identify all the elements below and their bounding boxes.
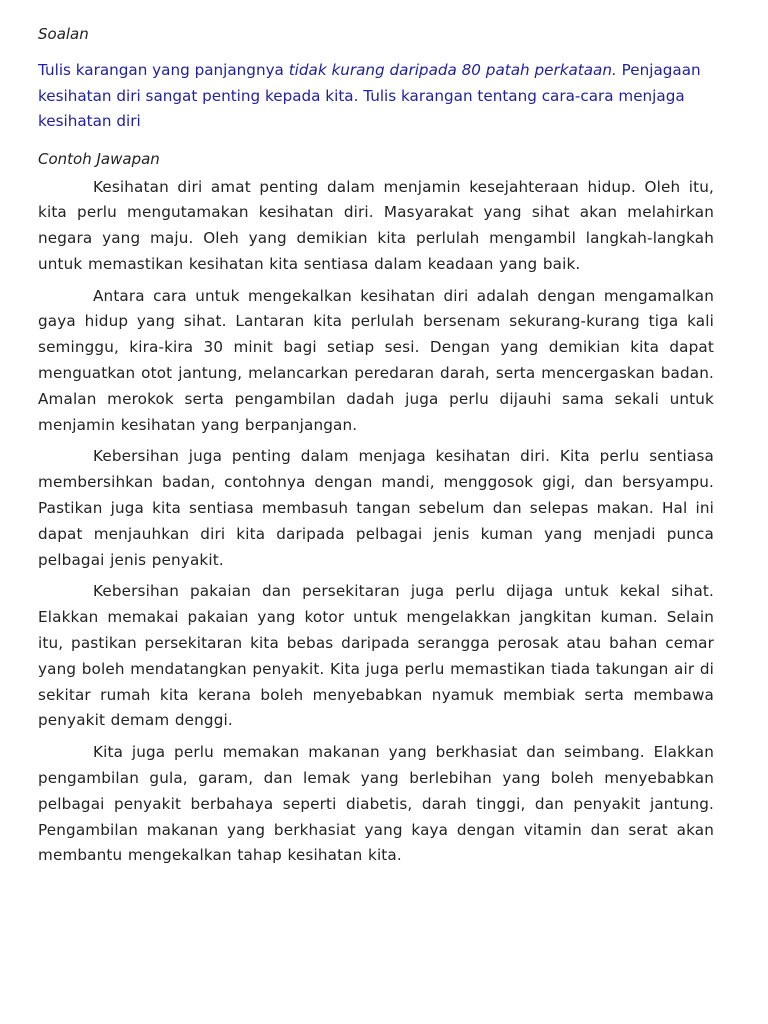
question-part-1: Tulis karangan yang panjangnya xyxy=(38,61,289,79)
question-part-2: Penjagaan kesihatan diri sangat penting kepada kita. Tulis karangan tentang cara-cara menjaga kesihatan diri xyxy=(38,61,701,130)
question-emphasis: tidak kurang daripada 80 patah perkataan. xyxy=(288,61,617,79)
answer-paragraph-1: Kesihatan diri amat penting dalam menjamin kesejahteraan hidup. Oleh itu, kita perlu mengutamakan kesihatan diri. Masyarakat yang sihat akan melahirkan negara yang maju. Oleh yang demikian kita perlulah mengambil langkah-langkah untuk memastikan kesihatan kita sentiasa dalam keadaan yang baik. xyxy=(38,177,714,273)
answer-paragraph-3: Kebersihan juga penting dalam menjaga kesihatan diri. Kita perlu sentiasa membersihkan badan, contohnya dengan mandi, menggosok gigi, dan bersyampu. Pastikan juga kita sentiasa membasuh tangan sebelum dan selepas makan. Hal ini dapat menjauhkan diri kita daripada pelbagai jenis kuman yang menjadi punca pelbagai jenis penyakit. xyxy=(38,447,714,569)
answer-paragraph-2: Antara cara untuk mengekalkan kesihatan diri adalah dengan mengamalkan gaya hidup yang sihat. Lantaran kita perlulah bersenam sekurang-kurang tiga kali seminggu, kira-kira 30 minit bagi setiap sesi. Dengan yang demikian kita dapat menguatkan otot jantung, melancarkan peredaran darah, serta mencergaskan badan. Amalan merokok serta pengambilan dadah juga perlu dijauhi sama sekali untuk menjamin kesihatan yang berpanjangan. xyxy=(38,286,714,434)
document-page xyxy=(38,24,714,875)
question-label: Soalan xyxy=(38,25,89,43)
answer-paragraph-5: Kita juga perlu memakan makanan yang berkhasiat dan seimbang. Elakkan pengambilan gula, garam, dan lemak yang berlebihan yang boleh menyebabkan pelbagai penyakit berbahaya seperti diabetis, darah tinggi, dan penyakit jantung. Pengambilan makanan yang berkhasiat yang kaya dengan vitamin dan serat akan membantu mengekalkan tahap kesihatan kita. xyxy=(38,743,714,865)
question-text xyxy=(38,58,714,135)
answer-paragraph-4: Kebersihan pakaian dan persekitaran juga perlu dijaga untuk kekal sihat. Elakkan memakai pakaian yang kotor untuk mengelakkan jangkitan kuman. Selain itu, pastikan persekitaran kita bebas daripada serangga perosak atau bahan cemar yang boleh mendatangkan penyakit. Kita juga perlu memastikan tiada takungan air di sekitar rumah kita kerana boleh menyebabkan nyamuk membiak serta membawa penyakit demam denggi. xyxy=(38,582,714,730)
answer-label: Contoh Jawapan xyxy=(38,149,160,168)
